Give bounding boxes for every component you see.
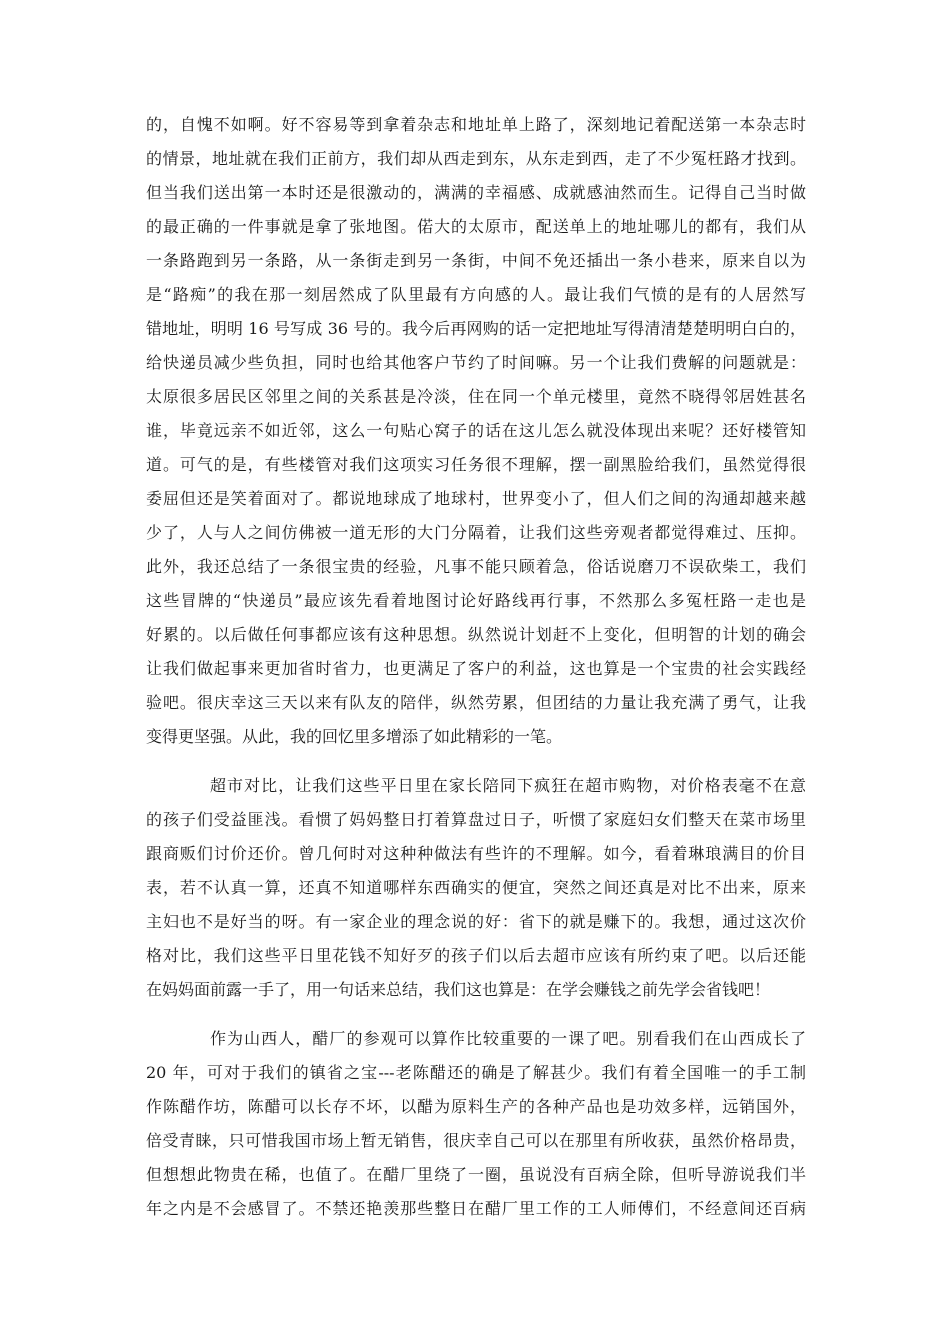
text-line: 是“路痴”的我在那一刻居然成了队里最有方向感的人。最让我们气愤的是有的人居然写 <box>146 285 806 304</box>
document-body <box>146 108 806 1226</box>
text-line: 谁，毕竟远亲不如近邻，这么一句贴心窝子的话在这儿怎么就没体现出来呢？还好楼管知 <box>146 421 806 440</box>
text-line: 跟商贩们讨价还价。曾几何时对这种种做法有些许的不理解。如今，看着琳琅满目的价目 <box>146 844 806 863</box>
paragraph-spacer <box>146 754 806 769</box>
text-line: 的情景，地址就在我们正前方，我们却从西走到东，从东走到西，走了不少冤枉路才找到。 <box>146 149 806 168</box>
text-line: 错地址，明明 16 号写成 36 号的。我今后再网购的话一定把地址写得清清楚楚明明白白的， <box>146 319 806 338</box>
text-line: 太原很多居民区邻里之间的关系甚是冷淡，住在同一个单元楼里，竟然不晓得邻居姓甚名 <box>146 387 806 406</box>
text-line: 少了，人与人之间仿佛被一道无形的大门分隔着，让我们这些旁观者都觉得难过、压抑。 <box>146 523 806 542</box>
text-line: 道。可气的是，有些楼管对我们这项实习任务很不理解，摆一副黑脸给我们，虽然觉得很 <box>146 455 806 474</box>
text-line: 验吧。很庆幸这三天以来有队友的陪伴，纵然劳累，但团结的力量让我充满了勇气，让我 <box>146 693 806 712</box>
text-line: 作为山西人，醋厂的参观可以算作比较重要的一课了吧。别看我们在山西成长了 <box>210 1029 806 1048</box>
text-line: 年之内是不会感冒了。不禁还艳羡那些整日在醋厂里工作的工人师傅们，不经意间还百病 <box>146 1199 806 1218</box>
text-line: 但想想此物贵在稀，也值了。在醋厂里绕了一圈，虽说没有百病全除，但听导游说我们半 <box>146 1165 806 1184</box>
text-line: 一条路跑到另一条路，从一条街走到另一条街，中间不免还插出一条小巷来，原来自以为 <box>146 251 806 270</box>
text-line: 格对比，我们这些平日里花钱不知好歹的孩子们以后去超市应该有所约束了吧。以后还能 <box>146 946 806 965</box>
text-line: 主妇也不是好当的呀。有一家企业的理念说的好：省下的就是赚下的。我想，通过这次价 <box>146 912 806 931</box>
text-line: 作陈醋作坊，陈醋可以长存不坏，以醋为原料生产的各种产品也是功效多样，远销国外， <box>146 1097 806 1116</box>
text-line: 的，自愧不如啊。好不容易等到拿着杂志和地址单上路了，深刻地记着配送第一本杂志时 <box>146 115 806 134</box>
text-line: 此外，我还总结了一条很宝贵的经验，凡事不能只顾着急，俗话说磨刀不误砍柴工，我们 <box>146 557 806 576</box>
paragraph-spacer <box>146 1007 806 1022</box>
text-line: 超市对比，让我们这些平日里在家长陪同下疯狂在超市购物，对价格表毫不在意 <box>210 776 806 795</box>
text-line: 变得更坚强。从此，我的回忆里多增添了如此精彩的一笔。 <box>146 727 563 746</box>
text-line: 倍受青睐，只可惜我国市场上暂无销售，很庆幸自己可以在那里有所收获，虽然价格昂贵， <box>146 1131 806 1150</box>
text-line: 表，若不认真一算，还真不知道哪样东西确实的便宜，突然之间还真是对比不出来，原来 <box>146 878 806 897</box>
text-line: 的孩子们受益匪浅。看惯了妈妈整日打着算盘过日子，听惯了家庭妇女们整天在菜市场里 <box>146 810 806 829</box>
text-line: 委屈但还是笑着面对了。都说地球成了地球村，世界变小了，但人们之间的沟通却越来越 <box>146 489 806 508</box>
text-line: 的最正确的一件事就是拿了张地图。偌大的太原市，配送单上的地址哪儿的都有，我们从 <box>146 217 806 236</box>
text-line: 20 年，可对于我们的镇省之宝---老陈醋还的确是了解甚少。我们有着全国唯一的手工制 <box>146 1063 806 1082</box>
text-line: 这些冒牌的“快递员”最应该先看着地图讨论好路线再行事，不然那么多冤枉路一走也是 <box>146 591 806 610</box>
paragraph-delivery-experience <box>146 108 806 754</box>
paragraph-vinegar-factory <box>146 1022 806 1226</box>
text-line: 好累的。以后做任何事都应该有这种思想。纵然说计划赶不上变化，但明智的计划的确会 <box>146 625 806 644</box>
paragraph-supermarket-comparison <box>146 769 806 1007</box>
text-line: 让我们做起事来更加省时省力，也更满足了客户的利益，这也算是一个宝贵的社会实践经 <box>146 659 806 678</box>
text-line: 在妈妈面前露一手了，用一句话来总结，我们这也算是：在学会赚钱之前先学会省钱吧！ <box>146 980 771 999</box>
text-line: 给快递员减少些负担，同时也给其他客户节约了时间嘛。另一个让我们费解的问题就是： <box>146 353 806 372</box>
text-line: 但当我们送出第一本时还是很激动的，满满的幸福感、成就感油然而生。记得自己当时做 <box>146 183 806 202</box>
